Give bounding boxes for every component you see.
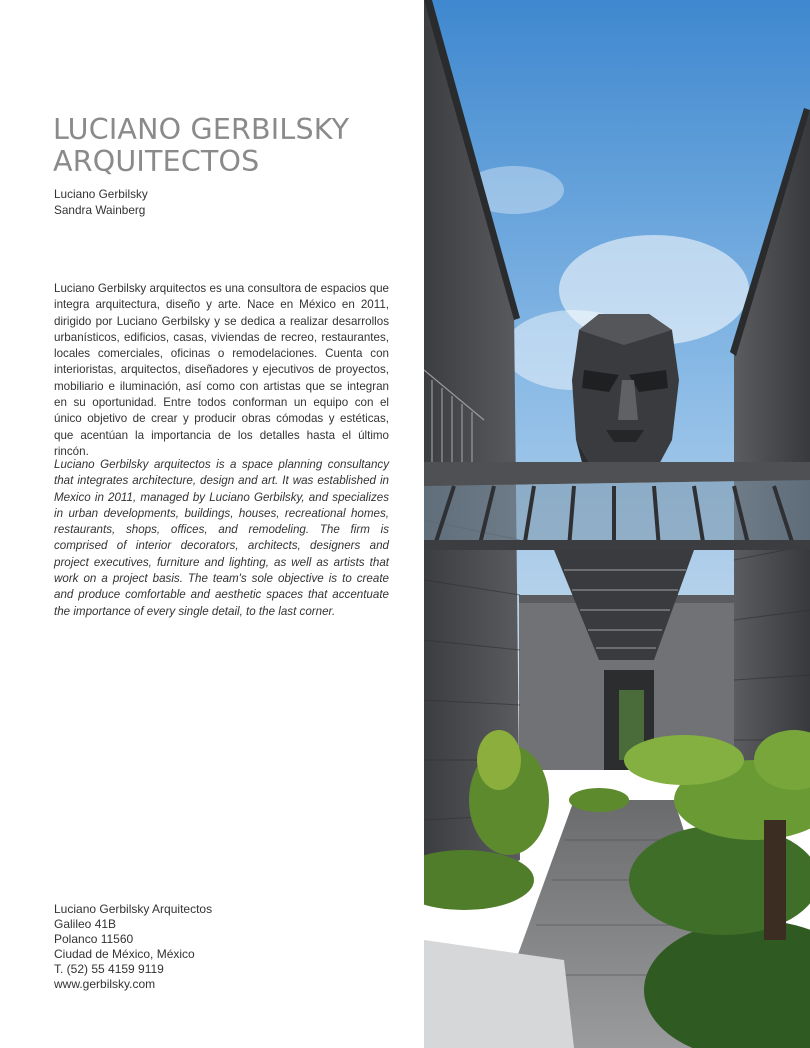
contact-city: Ciudad de México, México [54,947,195,961]
contact-block [54,902,212,992]
description-english: Luciano Gerbilsky arquitectos is a space planning consultancy that integrates architecture, design and art. It was established in Mexico in 2011, managed by Luciano Gerbilsky, and specializes in urban developments, buildings, houses, recreational homes, restaurants, shops, offices, and remodeling. The firm is comprised of interior decorators, architects, designers and project executives, furniture and lighting, as well as artists that work on a project basis. The team's sole objective is to create and produce comfortable and aesthetic spaces that accentuate the importance of every single detail, to the last corner. [54,458,389,618]
person-name: Sandra Wainberg [54,203,146,217]
contact-street: Galileo 41B [54,917,117,931]
description-spanish: Luciano Gerbilsky arquitectos es una consultora de espacios que integra arquitectura, diseño y arte. Nace en México en 2011, dirigido por Luciano Gerbilsky y se dedica a realizar desarrollos urbanísticos, edificios, casas, viviendas de recreo, restaurantes, locales comerciales, oficinas o remodelaciones. Cuenta con interioristas, arquitectos, diseñadores y ejecutivos de proyectos, mobiliario e iluminación, así como con artistas que se integran en su oportunidad. Entre todos conforman un equipo con el único objetivo de crear y producir obras cómodas y estéticas, que acentúan la importancia de los detalles hasta el último rincón. [54,282,389,458]
contact-website: www.gerbilsky.com [54,977,156,991]
person-name: Luciano Gerbilsky [54,187,148,201]
contact-name: Luciano Gerbilsky Arquitectos [54,902,213,916]
title-line-2: ARQUITECTOS [53,145,260,178]
title-line-1: LUCIANO GERBILSKY [53,113,350,146]
page-title [53,114,413,178]
people-list [54,186,148,218]
contact-district: Polanco 11560 [54,932,134,946]
contact-phone: T. (52) 55 4159 9119 [54,962,164,976]
head-sculpture [572,314,679,470]
architecture-photo [424,0,810,1048]
